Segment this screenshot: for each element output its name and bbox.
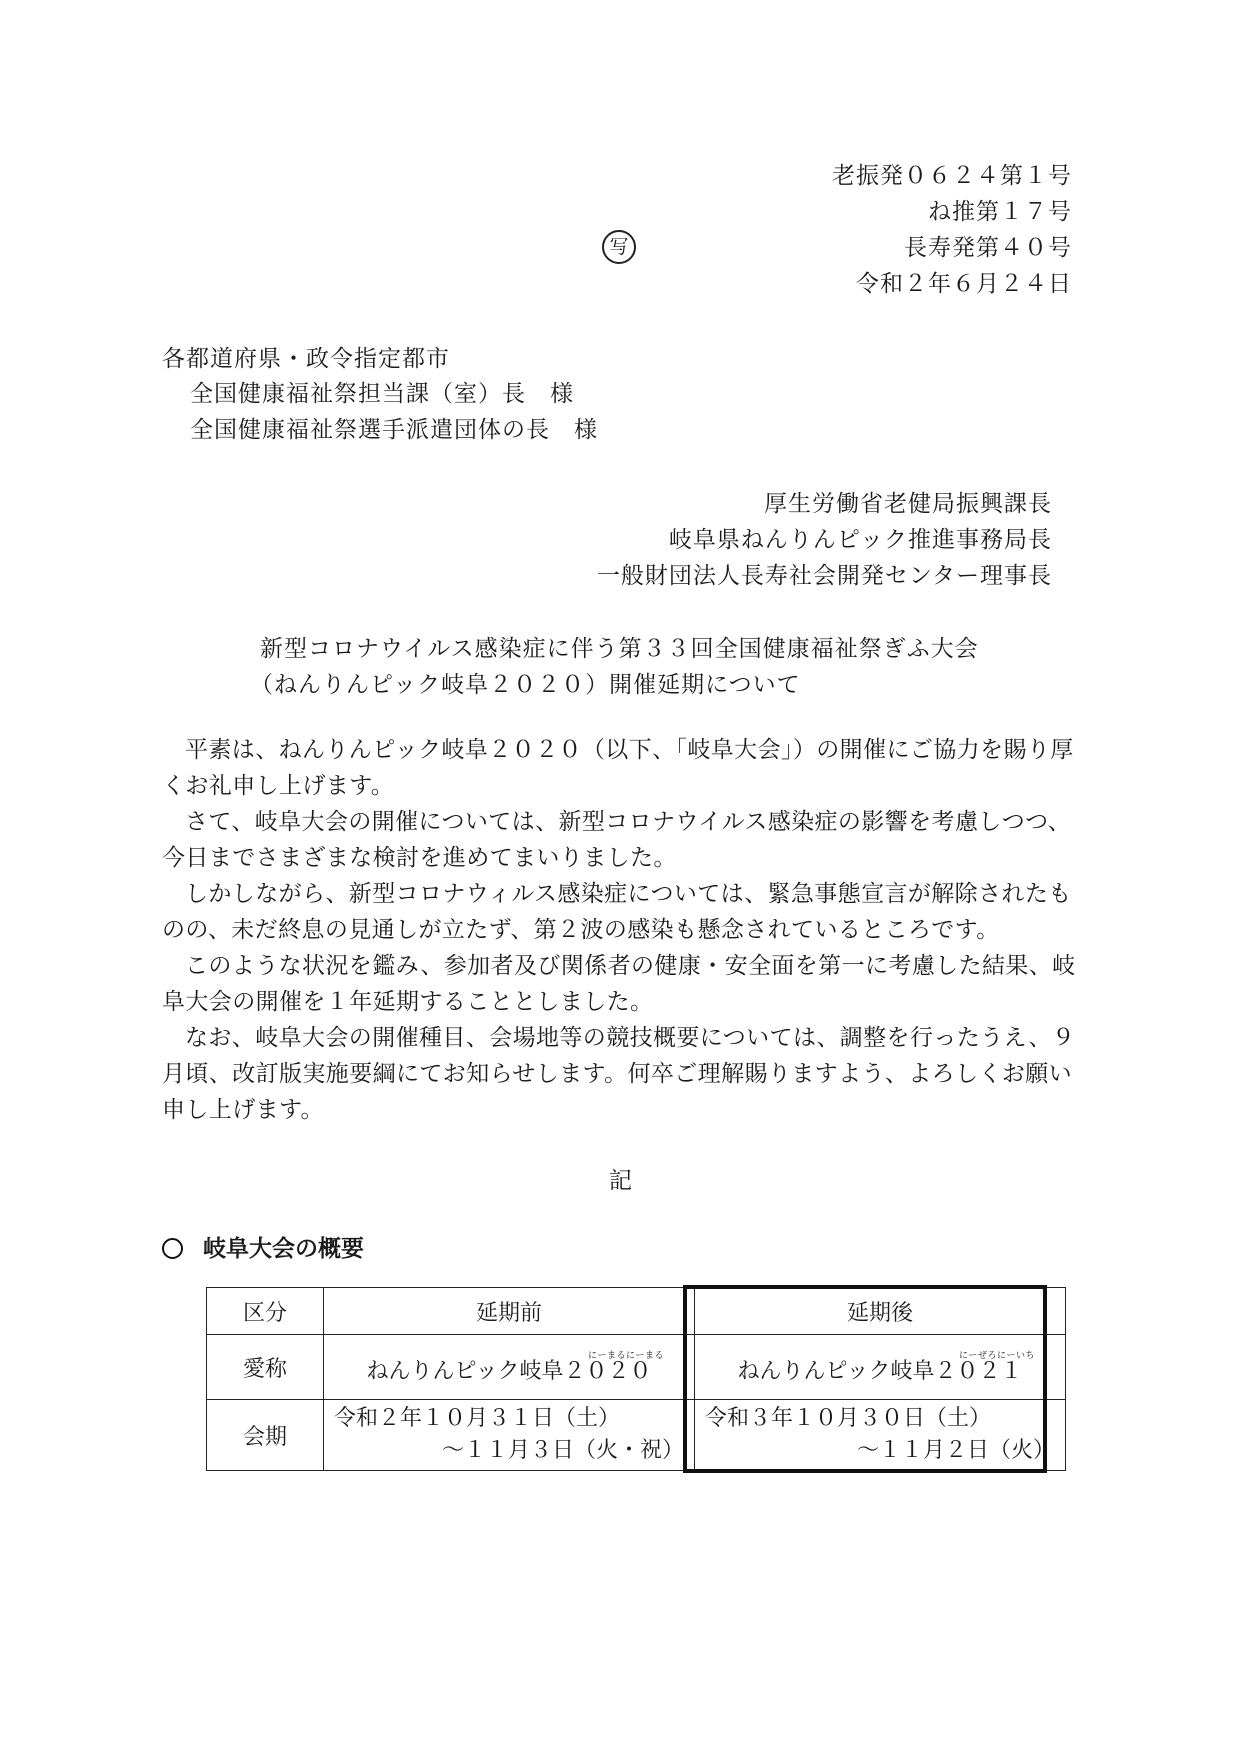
document-number-1: 老振発０６２４第１号	[832, 163, 1072, 189]
nickname-after-ruby: にーぜろにーいち	[958, 1350, 1035, 1361]
addressee-line-2: 全国健康福祉祭担当課（室）長 様	[190, 381, 574, 407]
section-heading	[162, 1230, 364, 1263]
body-paragraph-4: このような状況を鑑み、参加者及び関係者の健康・安全面を第一に考慮した結果、岐阜大会の開催を１年延期することとしました。	[162, 953, 1076, 1015]
table-row	[207, 1288, 1066, 1335]
summary-table	[206, 1287, 1066, 1471]
period-after-start: 令和３年１０月３０日（土）	[705, 1406, 992, 1431]
ki-mark: 記	[609, 1168, 632, 1194]
nickname-after-text: ねんりんピック岐阜２０２１	[737, 1358, 1023, 1384]
addressee-line-1: 各都道府県・政令指定都市	[162, 346, 450, 372]
nickname-before-text: ねんりんピック岐阜２０２０	[366, 1358, 652, 1384]
header-before: 延期前	[324, 1288, 695, 1335]
body-paragraph-2: さて、岐阜大会の開催については、新型コロナウイルス感染症の影響を考慮しつつ、今日までさまざまな検討を進めてまいりました。	[162, 809, 1071, 871]
body-paragraph-3: しかしながら、新型コロナウィルス感染症については、緊急事態宣言が解除されたものの、未だ終息の見通しが立たず、第２波の感染も懸念されているところです。	[162, 881, 1072, 943]
period-after-end: ～１１月２日（火）	[856, 1438, 1055, 1463]
nickname-after	[695, 1335, 1066, 1400]
header-after: 延期後	[695, 1288, 1066, 1335]
issue-date: 令和２年６月２４日	[856, 271, 1072, 297]
sender-1: 厚生労働省老健局振興課長	[764, 491, 1052, 517]
nickname-before	[324, 1335, 695, 1400]
subject-line-2: （ねんりんピック岐阜２０２０）開催延期について	[250, 672, 801, 698]
body-paragraph-1: 平素は、ねんりんピック岐阜２０２０（以下、「岐阜大会」）の開催にご協力を賜り厚くお礼申し上げます。	[162, 737, 1074, 799]
header-category: 区分	[207, 1288, 324, 1335]
table-row	[207, 1335, 1066, 1400]
body-text	[162, 732, 1092, 1128]
sender-2: 岐阜県ねんりんピック推進事務局長	[668, 527, 1052, 553]
addressee-line-3: 全国健康福祉祭選手派遣団体の長 様	[190, 417, 598, 443]
period-before-end: ～１１月３日（火・祝）	[441, 1438, 684, 1463]
period-after	[695, 1400, 1066, 1471]
copy-stamp: 写	[602, 230, 636, 264]
document-number-2: ね推第１７号	[928, 199, 1072, 225]
body-paragraph-5: なお、岐阜大会の開催種目、会場地等の競技概要については、調整を行ったうえ、９月頃、改訂版実施要綱にてお知らせします。何卒ご理解賜りますよう、よろしくお願い申し上げます。	[162, 1025, 1076, 1123]
period-before-start: 令和２年１０月３１日（土）	[334, 1406, 621, 1431]
table-row	[207, 1400, 1066, 1471]
nickname-before-ruby: にーまるにーまる	[587, 1350, 664, 1361]
subject-line-1: 新型コロナウイルス感染症に伴う第３３回全国健康福祉祭ぎふ大会	[260, 636, 979, 662]
circle-bullet-icon	[162, 1238, 183, 1259]
period-label: 会期	[207, 1400, 324, 1471]
section-title: 岐阜大会の概要	[203, 1235, 364, 1262]
sender-3: 一般財団法人長寿社会開発センター理事長	[596, 563, 1052, 589]
document-number-3: 長寿発第４０号	[904, 235, 1072, 261]
nickname-label: 愛称	[207, 1335, 324, 1400]
period-before	[324, 1400, 695, 1471]
